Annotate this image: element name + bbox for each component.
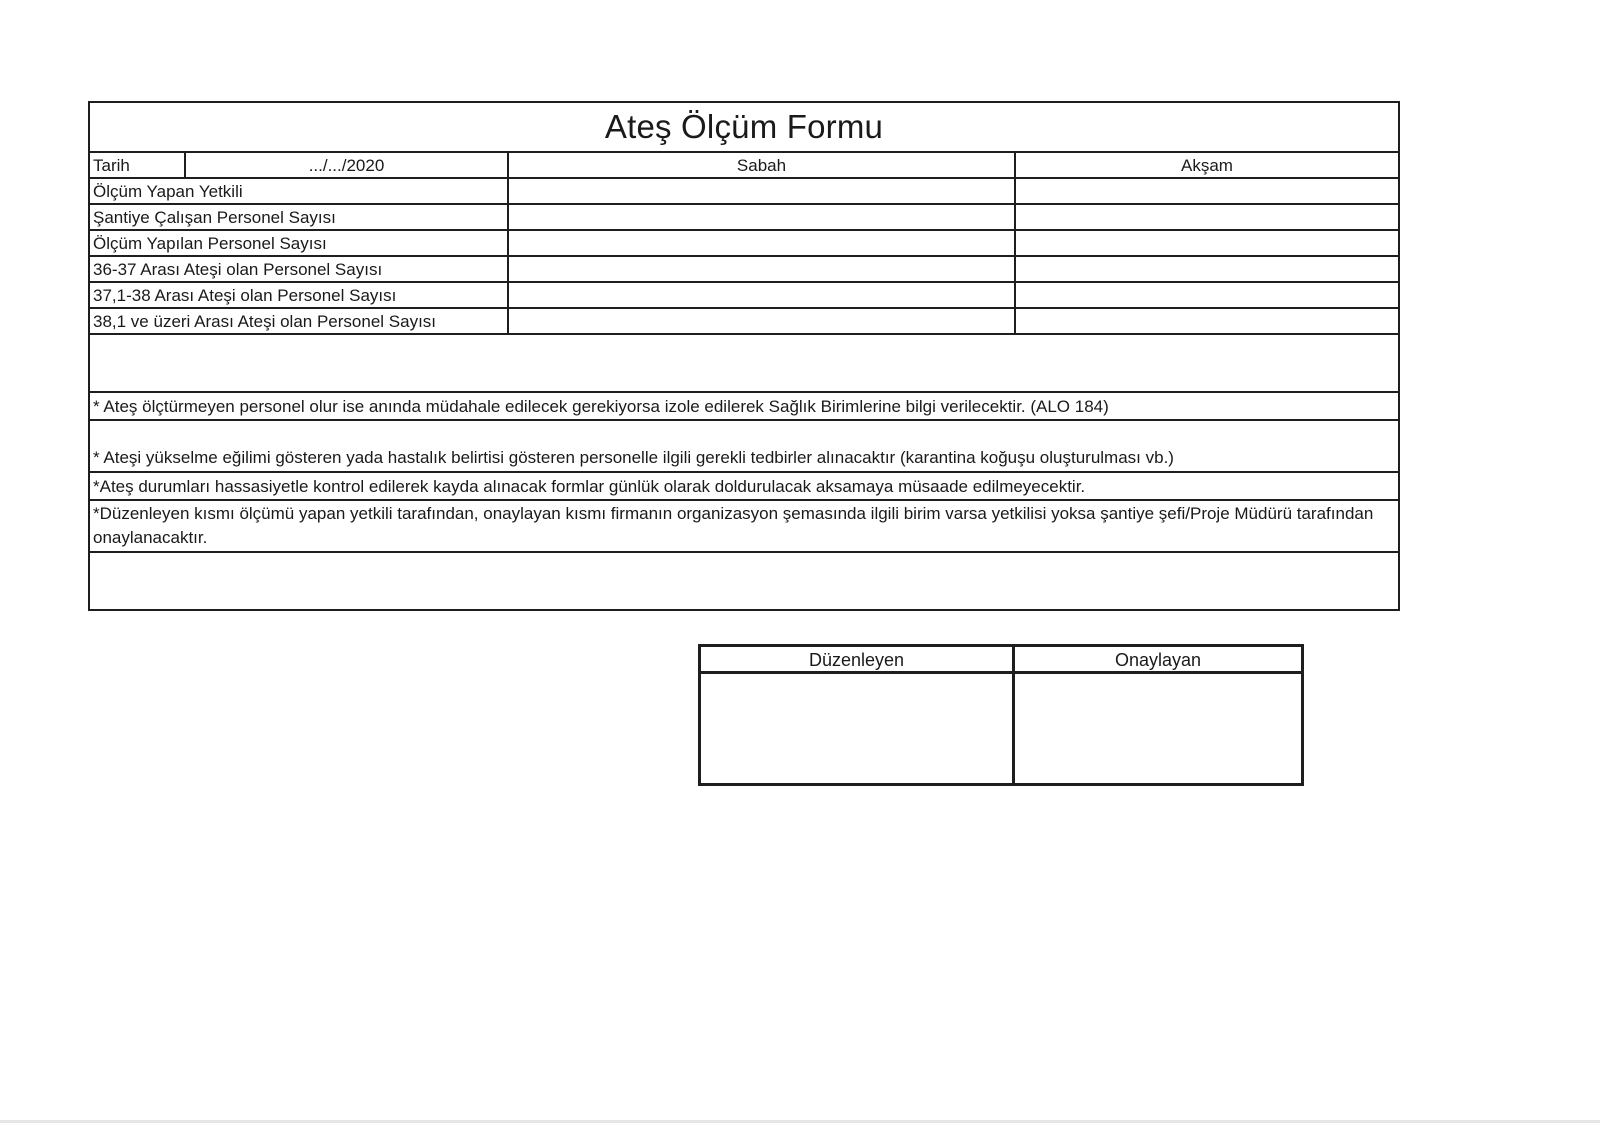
date-label: Tarih xyxy=(90,153,186,179)
row-label-site-staff-count: Şantiye Çalışan Personel Sayısı xyxy=(90,205,509,231)
morning-cell-fever-37-38[interactable] xyxy=(509,283,1016,309)
morning-cell-fever-38-plus[interactable] xyxy=(509,309,1016,335)
morning-cell-measured-staff-count[interactable] xyxy=(509,231,1016,257)
evening-column-header: Akşam xyxy=(1016,153,1398,179)
evening-cell-fever-38-plus[interactable] xyxy=(1016,309,1398,335)
approved-by-header: Onaylayan xyxy=(1015,647,1301,674)
note-approval-responsibility: *Düzenleyen kısmı ölçümü yapan yetkili tarafından, onaylayan kısmı firmanın organizasyon şemasında ilgili birim varsa yetkilisi yoksa şantiye şefi/Proje Müdürü tarafından onaylanacaktır. xyxy=(90,501,1398,553)
row-label-fever-38-plus: 38,1 ve üzeri Arası Ateşi olan Personel Sayısı xyxy=(90,309,509,335)
morning-cell-measuring-officer[interactable] xyxy=(509,179,1016,205)
date-value-field[interactable]: .../.../2020 xyxy=(186,153,509,179)
blank-footer-row xyxy=(90,553,1398,609)
scan-edge-line xyxy=(0,1120,1600,1123)
prepared-by-header: Düzenleyen xyxy=(701,647,1015,674)
row-label-fever-36-37: 36-37 Arası Ateşi olan Personel Sayısı xyxy=(90,257,509,283)
prepared-by-signature-area[interactable] xyxy=(701,674,1015,783)
row-label-measured-staff-count: Ölçüm Yapılan Personel Sayısı xyxy=(90,231,509,257)
temperature-form-table xyxy=(88,101,1400,611)
evening-cell-measuring-officer[interactable] xyxy=(1016,179,1398,205)
row-label-measuring-officer: Ölçüm Yapan Yetkili xyxy=(90,179,509,205)
morning-cell-fever-36-37[interactable] xyxy=(509,257,1016,283)
row-label-fever-37-38: 37,1-38 Arası Ateşi olan Personel Sayısı xyxy=(90,283,509,309)
morning-column-header: Sabah xyxy=(509,153,1016,179)
note-daily-records: *Ateş durumları hassasiyetle kontrol edilerek kayda alınacak formlar günlük olarak doldurulacak aksamaya müsaade edilmeyecektir. xyxy=(90,473,1398,501)
evening-cell-site-staff-count[interactable] xyxy=(1016,205,1398,231)
blank-spacer-row xyxy=(90,335,1398,393)
note-unmeasured-staff: * Ateş ölçtürmeyen personel olur ise anında müdahale edilecek gerekiyorsa izole edilerek Sağlık Birimlerine bilgi verilecektir. (ALO 184) xyxy=(90,393,1398,421)
evening-cell-fever-36-37[interactable] xyxy=(1016,257,1398,283)
note-symptomatic-staff: * Ateşi yükselme eğilimi gösteren yada hastalık belirtisi gösteren personelle ilgili gerekli tedbirler alınacaktır (karantina koğuşu oluşturulması vb.) xyxy=(90,421,1398,473)
measurement-grid xyxy=(90,153,1398,335)
evening-cell-measured-staff-count[interactable] xyxy=(1016,231,1398,257)
signature-table xyxy=(698,644,1304,786)
approved-by-signature-area[interactable] xyxy=(1015,674,1301,783)
evening-cell-fever-37-38[interactable] xyxy=(1016,283,1398,309)
morning-cell-site-staff-count[interactable] xyxy=(509,205,1016,231)
form-title: Ateş Ölçüm Formu xyxy=(90,103,1398,153)
